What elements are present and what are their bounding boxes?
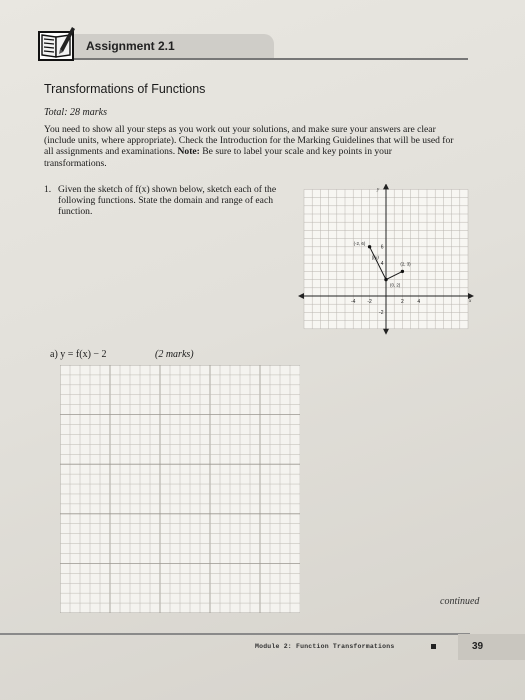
page-number: 39 — [472, 641, 484, 652]
y-tick-label: 6 — [380, 244, 384, 251]
instructions-text: You need to show all your steps as you work out your solutions, and make sure your answers are clear (include units, where appropriate). Check the Introduction for the Marking Guidelines that will be used for all assignments and examinations. — [44, 124, 454, 158]
answer-grid[interactable] — [60, 365, 300, 613]
y-tick-label: -2 — [379, 310, 384, 317]
x-tick-label: 4 — [417, 299, 421, 305]
x-tick-label: 2 — [401, 299, 404, 305]
page-number-box — [458, 634, 525, 660]
section-title: Transformations of Functions — [44, 82, 206, 96]
total-marks: Total: 28 marks — [44, 107, 107, 118]
x-tick-label: -2 — [367, 299, 372, 305]
instructions-paragraph — [44, 124, 456, 169]
x-axis-label: x — [469, 299, 472, 304]
key-point — [368, 245, 371, 248]
footer-rule — [0, 633, 470, 635]
key-point-label: (-2, 6) — [353, 240, 366, 246]
assignment-title: Assignment 2.1 — [86, 39, 175, 53]
footer-module-text: Module 2: Function Transformations — [255, 643, 395, 650]
footer-square-icon — [431, 644, 436, 649]
continued-label: continued — [440, 596, 480, 607]
key-point-label: (2, 3) — [400, 261, 411, 267]
question-text: Given the sketch of f(x) shown below, sketch each of the following functions. State the domain and range of each function. — [58, 184, 277, 218]
key-point — [384, 278, 387, 281]
axis-arrowhead — [383, 184, 389, 189]
key-point-label: (0, 2) — [390, 282, 401, 288]
axis-arrowhead — [383, 329, 389, 335]
part-a-marks: (2 marks) — [155, 349, 194, 360]
function-graph — [296, 184, 476, 354]
part-a-label: a) y = f(x) − 2 — [50, 349, 107, 360]
function-label: f(x) — [372, 256, 379, 262]
question-number: 1. — [44, 184, 52, 195]
assignment-book-icon — [38, 25, 76, 63]
key-point — [401, 270, 404, 273]
note-label: Note: — [177, 146, 200, 158]
header-rule — [38, 58, 468, 60]
y-tick-label: 4 — [380, 261, 384, 267]
instructions-text-2: Be sure to label your scale and key points in your transformations. — [44, 146, 392, 169]
x-tick-label: -4 — [350, 299, 356, 305]
y-axis-label: y — [377, 187, 380, 193]
axis-arrowhead — [298, 293, 304, 299]
